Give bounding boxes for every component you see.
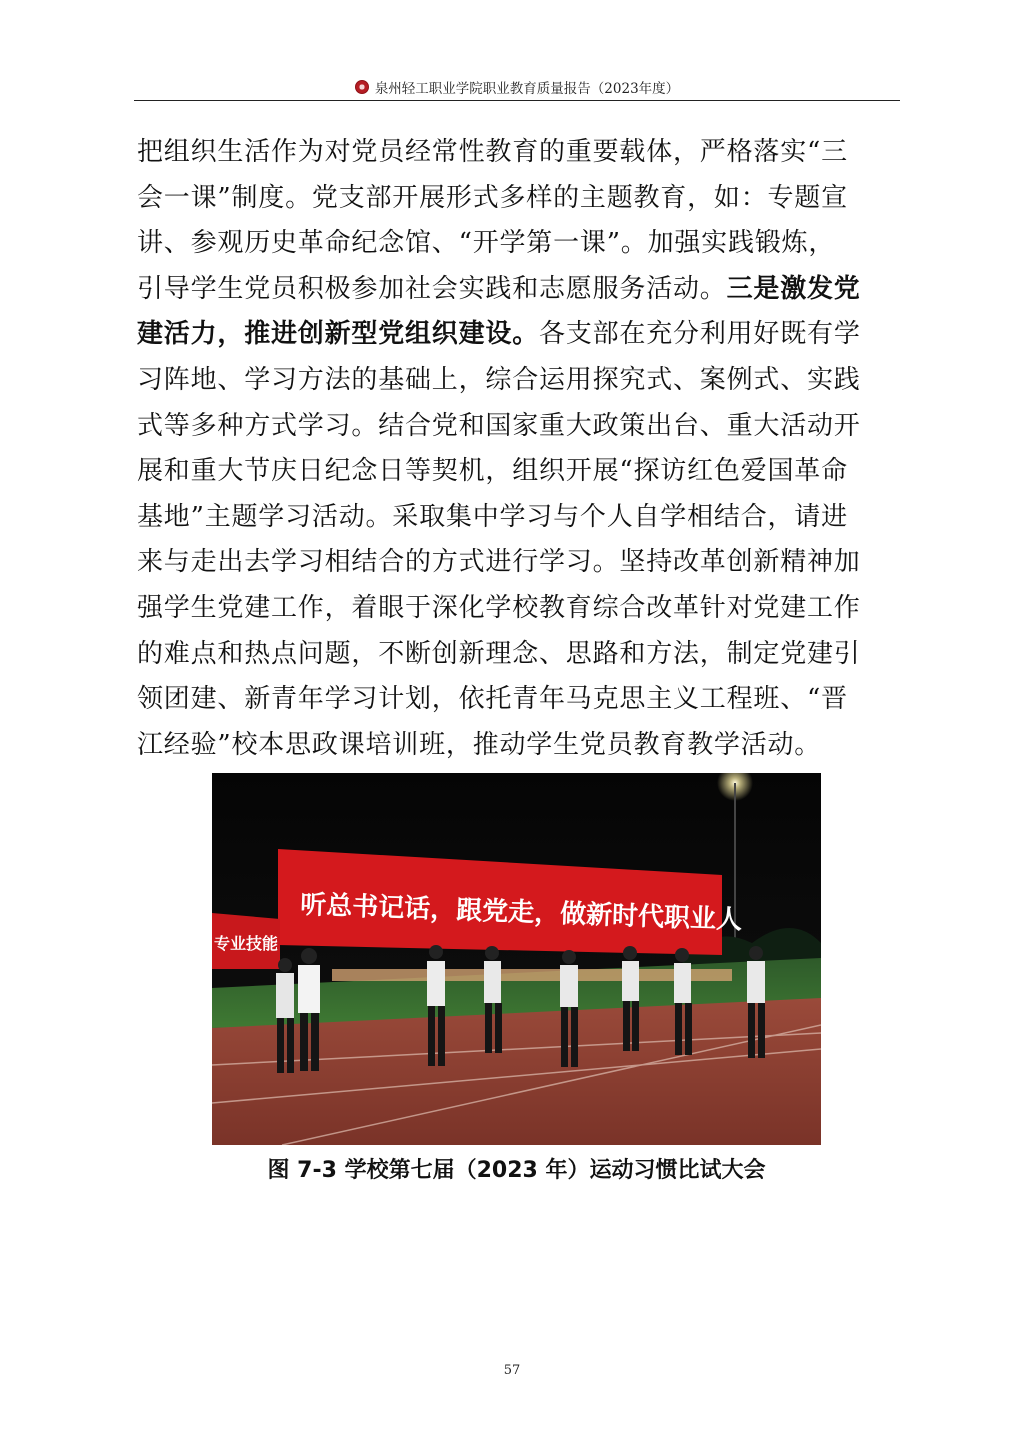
text-segment: 各支部在充分利用好既有学 <box>539 319 861 350</box>
text-line: 的难点和热点问题，不断创新理念、思路和方法，制定党建引 <box>137 638 861 669</box>
text-line: 习阵地、学习方法的基础上，综合运用探究式、案例式、实践 <box>137 364 861 395</box>
text-line: 基地”主题学习活动。采取集中学习与个人自学相结合，请进 <box>137 501 848 532</box>
text-line: 式等多种方式学习。结合党和国家重大政策出台、重大活动开 <box>137 410 861 441</box>
red-banner-side <box>212 913 280 969</box>
text-line: 强学生党建工作，着眼于深化学校教育综合改革针对党建工作 <box>137 592 861 623</box>
school-logo-icon <box>355 80 369 94</box>
text-line: 讲、参观历史革命纪念馆、“开学第一课”。加强实践锻炼， <box>137 228 836 259</box>
text-line: 展和重大节庆日纪念日等契机，组织开展“探访红色爱国革命 <box>137 456 848 487</box>
page-header <box>134 74 900 100</box>
bold-heading-start: 三是激发党 <box>726 273 861 304</box>
text-line: 把组织生活作为对党员经常性教育的重要载体，严格落实“三 <box>137 137 848 167</box>
page-number: 57 <box>503 1363 521 1378</box>
figure-caption: 图 7-3 学校第七届（2023 年）运动习惯比试大会 <box>267 1158 766 1183</box>
sports-meeting-photo <box>212 773 821 1145</box>
header-rule <box>134 100 900 101</box>
text-line: 来与走出去学习相结合的方式进行学习。坚持改革创新精神加 <box>137 547 861 578</box>
text-line: 会一课”制度。党支部开展形式多样的主题教育，如：专题宣 <box>137 182 848 213</box>
text-segment: 引导学生党员积极参加社会实践和志愿服务活动。 <box>137 273 727 304</box>
text-line <box>137 312 897 358</box>
bold-heading-end: 建活力，推进创新型党组织建设。 <box>137 319 540 350</box>
banner-main-text: 听总书记话，跟党走，做新时代职业人 <box>299 890 743 936</box>
text-line: 江经验”校本思政课培训班，推动学生党员教育教学活动。 <box>137 729 822 760</box>
text-line <box>137 267 897 313</box>
body-paragraph <box>137 130 897 768</box>
header-title: 泉州轻工职业学院职业教育质量报告（2023年度） <box>374 81 680 97</box>
spectator-crowd <box>332 969 732 981</box>
text-line: 领团建、新青年学习计划，依托青年马克思主义工程班、“晋 <box>137 684 848 715</box>
banner-side-text: 专业技能 <box>214 934 279 953</box>
